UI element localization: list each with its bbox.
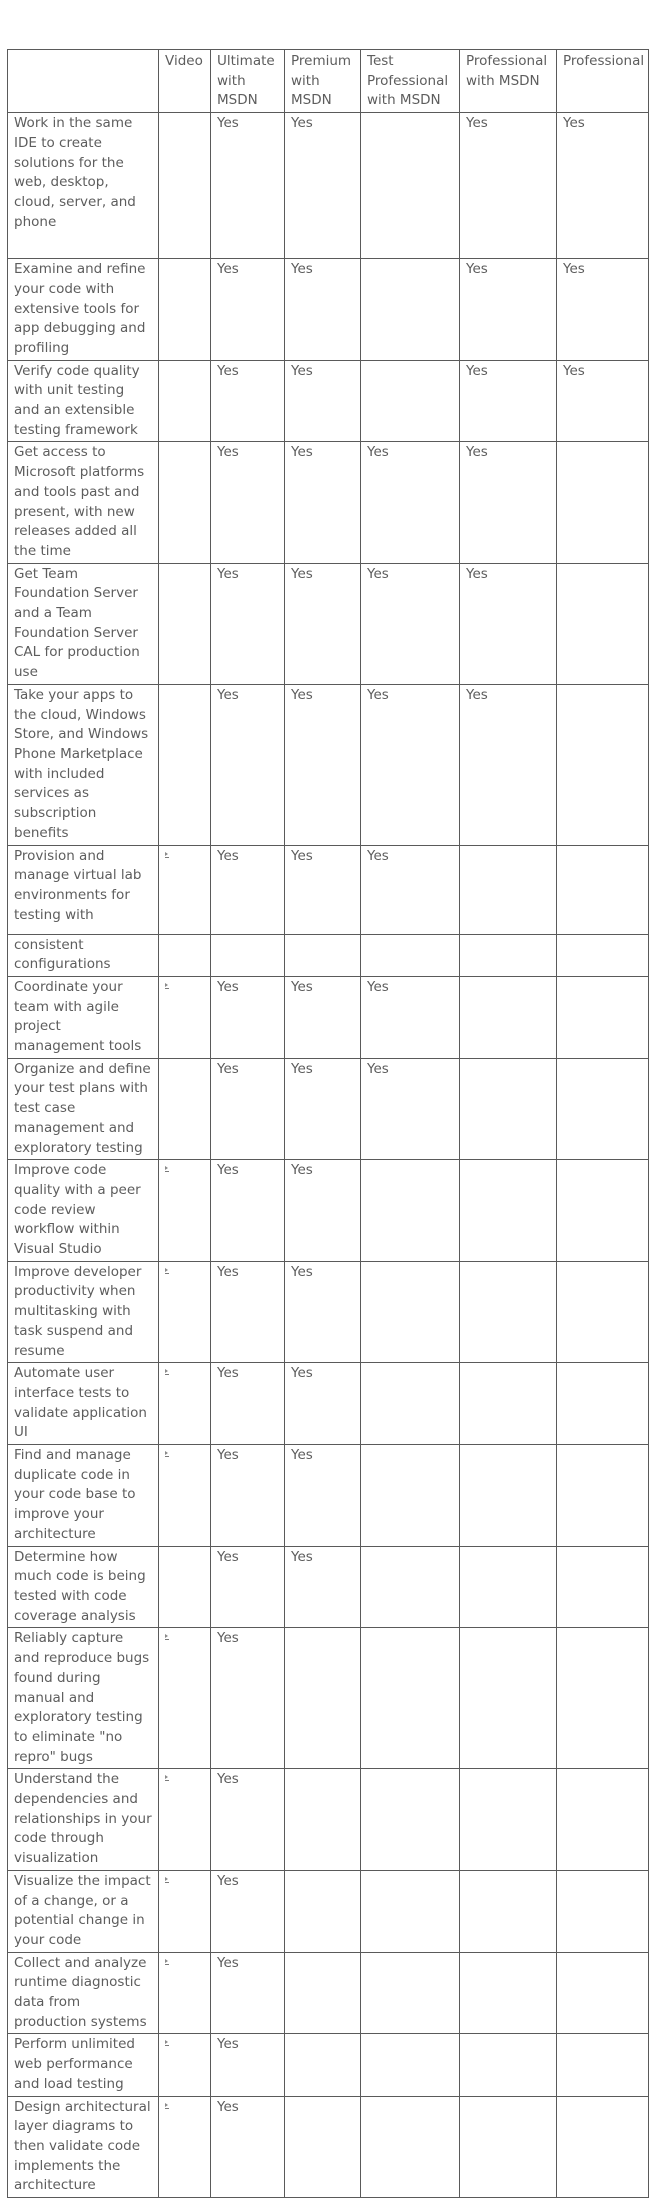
availability-cell — [361, 1445, 460, 1547]
feature-cell: Reliably capture and reproduce bugs found during manual and exploratory testing to eliminate "no repro" bugs — [8, 1628, 159, 1769]
availability-cell — [557, 1261, 649, 1363]
availability-cell: Yes — [211, 2096, 285, 2198]
availability-cell: Yes — [211, 1160, 285, 1262]
availability-cell — [557, 1160, 649, 1262]
availability-cell — [460, 1363, 557, 1445]
availability-cell — [557, 684, 649, 845]
video-cell — [159, 113, 211, 259]
video-link-icon[interactable] — [165, 1453, 169, 1457]
feature-cell: Get Team Foundation Server and a Team Foundation Server CAL for production use — [8, 563, 159, 684]
availability-cell: Yes — [460, 684, 557, 845]
availability-cell: Yes — [361, 1058, 460, 1160]
table-row — [8, 2096, 649, 2198]
availability-cell: Yes — [361, 684, 460, 845]
availability-cell: Yes — [211, 113, 285, 259]
availability-cell — [361, 1363, 460, 1445]
header-ultimate: Ultimate with MSDN — [211, 50, 285, 113]
availability-cell — [460, 2096, 557, 2198]
feature-cell: Design architectural layer diagrams to then validate code implements the architecture — [8, 2096, 159, 2198]
availability-cell: Yes — [285, 1160, 361, 1262]
header-video: Video — [159, 50, 211, 113]
availability-cell — [460, 934, 557, 976]
feature-cell: Take your apps to the cloud, Windows Store, and Windows Phone Marketplace with included services as subscription benefits — [8, 684, 159, 845]
availability-cell: Yes — [211, 1769, 285, 1871]
header-professional: Professional — [557, 50, 649, 113]
availability-cell — [557, 1870, 649, 1952]
availability-cell: Yes — [211, 259, 285, 361]
availability-cell — [361, 1160, 460, 1262]
video-link-icon[interactable] — [165, 1168, 169, 1172]
availability-cell: Yes — [211, 563, 285, 684]
video-link-icon[interactable] — [165, 2042, 169, 2046]
availability-cell: Yes — [211, 845, 285, 934]
video-link-icon[interactable] — [165, 1636, 169, 1640]
availability-cell: Yes — [285, 976, 361, 1058]
availability-cell: Yes — [285, 360, 361, 442]
availability-cell: Yes — [211, 684, 285, 845]
video-cell — [159, 1058, 211, 1160]
availability-cell: Yes — [211, 1363, 285, 1445]
table-row — [8, 1628, 649, 1769]
table-row — [8, 1261, 649, 1363]
availability-cell — [211, 934, 285, 976]
availability-cell: Yes — [211, 1445, 285, 1547]
availability-cell: Yes — [557, 259, 649, 361]
availability-cell — [285, 2034, 361, 2096]
table-row — [8, 934, 649, 976]
table-row — [8, 442, 649, 563]
table-body — [8, 113, 649, 2198]
video-cell — [159, 1952, 211, 2034]
availability-cell: Yes — [285, 563, 361, 684]
availability-cell — [361, 1628, 460, 1769]
availability-cell — [460, 1261, 557, 1363]
table-row — [8, 259, 649, 361]
video-cell — [159, 1870, 211, 1952]
availability-cell: Yes — [285, 113, 361, 259]
availability-cell — [557, 1363, 649, 1445]
video-link-icon[interactable] — [165, 985, 169, 989]
availability-cell — [557, 1628, 649, 1769]
header-professional-msdn: Professional with MSDN — [460, 50, 557, 113]
table-row — [8, 360, 649, 442]
availability-cell — [361, 1261, 460, 1363]
table-row — [8, 1363, 649, 1445]
availability-cell: Yes — [285, 442, 361, 563]
video-cell — [159, 1445, 211, 1547]
availability-cell — [361, 1769, 460, 1871]
availability-cell: Yes — [211, 442, 285, 563]
video-cell — [159, 845, 211, 934]
availability-cell — [557, 976, 649, 1058]
video-link-icon[interactable] — [165, 2105, 169, 2109]
header-test-professional: Test Professional with MSDN — [361, 50, 460, 113]
availability-cell — [361, 259, 460, 361]
video-cell — [159, 563, 211, 684]
availability-cell: Yes — [211, 1952, 285, 2034]
availability-cell — [285, 1870, 361, 1952]
availability-cell — [557, 1769, 649, 1871]
availability-cell: Yes — [285, 1363, 361, 1445]
table-row — [8, 845, 649, 934]
video-cell — [159, 976, 211, 1058]
video-cell — [159, 1261, 211, 1363]
feature-cell: Automate user interface tests to validate application UI — [8, 1363, 159, 1445]
video-link-icon[interactable] — [165, 1879, 169, 1883]
video-cell — [159, 684, 211, 845]
availability-cell — [460, 1546, 557, 1628]
table-row — [8, 1769, 649, 1871]
availability-cell: Yes — [285, 259, 361, 361]
availability-cell — [557, 934, 649, 976]
availability-cell: Yes — [285, 1261, 361, 1363]
availability-cell: Yes — [557, 113, 649, 259]
table-row — [8, 563, 649, 684]
video-cell — [159, 1160, 211, 1262]
availability-cell: Yes — [460, 563, 557, 684]
video-cell — [159, 360, 211, 442]
comparison-table-container — [7, 49, 648, 2198]
availability-cell — [361, 2096, 460, 2198]
video-cell — [159, 1769, 211, 1871]
video-cell — [159, 1546, 211, 1628]
availability-cell — [460, 845, 557, 934]
table-row — [8, 684, 649, 845]
video-link-icon[interactable] — [165, 1270, 169, 1274]
availability-cell: Yes — [460, 259, 557, 361]
feature-cell: Determine how much code is being tested with code coverage analysis — [8, 1546, 159, 1628]
edition-comparison-table — [7, 49, 649, 2198]
feature-cell: Organize and define your test plans with test case management and exploratory testing — [8, 1058, 159, 1160]
table-row — [8, 2034, 649, 2096]
video-cell — [159, 259, 211, 361]
header-premium: Premium with MSDN — [285, 50, 361, 113]
availability-cell — [460, 1160, 557, 1262]
availability-cell: Yes — [285, 1546, 361, 1628]
feature-cell: Find and manage duplicate code in your code base to improve your architecture — [8, 1445, 159, 1547]
availability-cell — [285, 1952, 361, 2034]
availability-cell — [460, 1058, 557, 1160]
table-row — [8, 1445, 649, 1547]
availability-cell — [460, 1769, 557, 1871]
availability-cell — [460, 976, 557, 1058]
video-cell — [159, 1628, 211, 1769]
table-row — [8, 1870, 649, 1952]
video-link-icon[interactable] — [165, 1961, 169, 1965]
header-row — [8, 50, 649, 113]
table-row — [8, 1058, 649, 1160]
availability-cell: Yes — [460, 113, 557, 259]
availability-cell — [557, 1445, 649, 1547]
availability-cell — [361, 1546, 460, 1628]
availability-cell — [557, 563, 649, 684]
availability-cell: Yes — [361, 442, 460, 563]
video-link-icon[interactable] — [165, 1371, 169, 1375]
availability-cell — [557, 1058, 649, 1160]
availability-cell — [285, 1628, 361, 1769]
availability-cell: Yes — [361, 976, 460, 1058]
availability-cell — [557, 845, 649, 934]
availability-cell: Yes — [211, 2034, 285, 2096]
feature-cell: Get access to Microsoft platforms and tools past and present, with new releases added all the time — [8, 442, 159, 563]
feature-cell: Work in the same IDE to create solutions for the web, desktop, cloud, server, and phone — [8, 113, 159, 259]
availability-cell: Yes — [211, 1546, 285, 1628]
feature-cell: Coordinate your team with agile project management tools — [8, 976, 159, 1058]
video-cell — [159, 1363, 211, 1445]
availability-cell: Yes — [211, 360, 285, 442]
video-cell — [159, 442, 211, 563]
availability-cell — [285, 2096, 361, 2198]
table-row — [8, 1160, 649, 1262]
availability-cell: Yes — [211, 1261, 285, 1363]
availability-cell: Yes — [460, 442, 557, 563]
availability-cell — [361, 934, 460, 976]
availability-cell: Yes — [285, 684, 361, 845]
feature-cell: Improve code quality with a peer code review workflow within Visual Studio — [8, 1160, 159, 1262]
video-cell — [159, 2096, 211, 2198]
availability-cell: Yes — [460, 360, 557, 442]
availability-cell — [557, 1546, 649, 1628]
feature-cell: consistent configurations — [8, 934, 159, 976]
feature-cell: Improve developer productivity when multitasking with task suspend and resume — [8, 1261, 159, 1363]
availability-cell — [557, 1952, 649, 2034]
availability-cell: Yes — [285, 845, 361, 934]
feature-cell: Collect and analyze runtime diagnostic data from production systems — [8, 1952, 159, 2034]
table-row — [8, 976, 649, 1058]
availability-cell: Yes — [285, 1445, 361, 1547]
availability-cell — [460, 1870, 557, 1952]
availability-cell — [285, 934, 361, 976]
availability-cell — [557, 2034, 649, 2096]
video-link-icon[interactable] — [165, 854, 169, 858]
feature-cell: Examine and refine your code with extensive tools for app debugging and profiling — [8, 259, 159, 361]
availability-cell — [361, 113, 460, 259]
availability-cell — [557, 442, 649, 563]
availability-cell: Yes — [361, 563, 460, 684]
availability-cell: Yes — [557, 360, 649, 442]
availability-cell — [460, 1628, 557, 1769]
table-row — [8, 1952, 649, 2034]
availability-cell: Yes — [211, 1870, 285, 1952]
availability-cell — [285, 1769, 361, 1871]
availability-cell: Yes — [361, 845, 460, 934]
availability-cell — [557, 2096, 649, 2198]
availability-cell — [361, 360, 460, 442]
availability-cell — [361, 2034, 460, 2096]
availability-cell: Yes — [211, 1058, 285, 1160]
video-link-icon[interactable] — [165, 1777, 169, 1781]
header-feature — [8, 50, 159, 113]
video-cell — [159, 2034, 211, 2096]
feature-cell: Understand the dependencies and relationships in your code through visualization — [8, 1769, 159, 1871]
table-row — [8, 113, 649, 259]
table-row — [8, 1546, 649, 1628]
availability-cell — [460, 1445, 557, 1547]
availability-cell: Yes — [285, 1058, 361, 1160]
video-cell — [159, 934, 211, 976]
feature-cell: Perform unlimited web performance and load testing — [8, 2034, 159, 2096]
feature-cell: Verify code quality with unit testing and an extensible testing framework — [8, 360, 159, 442]
availability-cell — [460, 2034, 557, 2096]
availability-cell: Yes — [211, 976, 285, 1058]
feature-cell: Visualize the impact of a change, or a potential change in your code — [8, 1870, 159, 1952]
availability-cell — [361, 1952, 460, 2034]
availability-cell: Yes — [211, 1628, 285, 1769]
availability-cell — [460, 1952, 557, 2034]
feature-cell: Provision and manage virtual lab environments for testing with — [8, 845, 159, 934]
availability-cell — [361, 1870, 460, 1952]
